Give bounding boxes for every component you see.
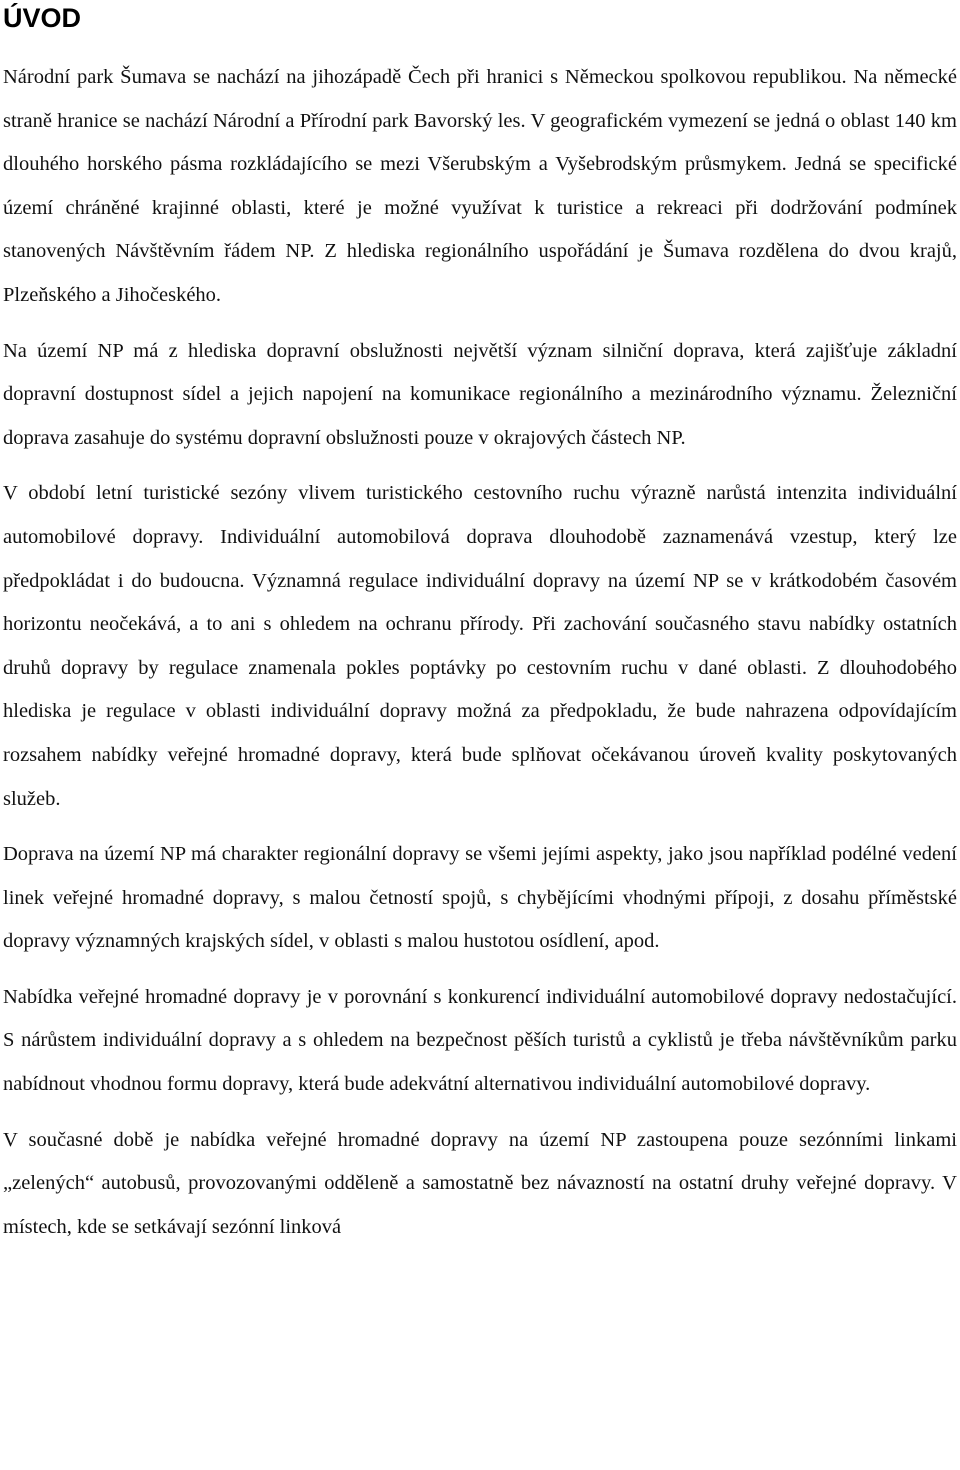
- paragraph-summer-season: V období letní turistické sezóny vlivem turistického cestovního ruchu výrazně narůstá intenzita individuální automobilové dopravy. Individuální automobilová doprava dlouhodobě zaznamenává vzestup, který lze předpokládat i do budoucna. Významná regulace individuální dopravy na území NP se v krátkodobém časovém horizontu neočekává, a to ani s ohledem na ochranu přírody. Při zachování současného stavu nabídky ostatních druhů dopravy by regulace znamenala pokles poptávky po cestovním ruchu v dané oblasti. Z dlouhodobého hlediska je regulace v oblasti individuální dopravy možná za předpokladu, že bude nahrazena odpovídajícím rozsahem nabídky veřejné hromadné dopravy, která bude splňovat očekávanou úroveň kvality poskytovaných služeb.: [3, 482, 957, 810]
- paragraph-current-state: V současné době je nabídka veřejné hromadné dopravy na území NP zastoupena pouze sezónními linkami „zelených“ autobusů, provozovanými odděleně a samostatně bez návazností na ostatní druhy veřejné dopravy. V místech, kde se setkávají sezónní linková: [3, 1128, 957, 1238]
- paragraph-road-transport: Na území NP má z hlediska dopravní obslužnosti největší význam silniční doprava, která zajišťuje základní dopravní dostupnost sídel a jejich napojení na komunikace regionálního a mezinárodního významu. Železniční doprava zasahuje do systému dopravní obslužnosti pouze v okrajových částech NP.: [3, 339, 957, 449]
- section-heading: ÚVOD: [3, 3, 82, 33]
- paragraph-public-transport-offer: Nabídka veřejné hromadné dopravy je v porovnání s konkurencí individuální automobilové dopravy nedostačující. S nárůstem individuální dopravy a s ohledem na bezpečnost pěších turistů a cyklistů je třeba návštěvníkům parku nabídnout vhodnou formu dopravy, která bude adekvátní alternativou individuální automobilové dopravy.: [3, 985, 957, 1096]
- document-page: [3, 0, 957, 1249]
- paragraph-intro: Národní park Šumava se nachází na jihozápadě Čech při hranici s Německou spolkovou republikou. Na německé straně hranice se nachází Národní a Přírodní park Bavorský les. V geografickém vymezení se jedná o oblast 140 km dlouhého horského pásma rozkládajícího se mezi Všerubským a Vyšebrodským průsmykem. Jedná se specifické území chráněné krajinné oblasti, které je možné využívat k turistice a rekreaci při dodržování podmínek stanovených Návštěvním řádem NP. Z hlediska regionálního uspořádání je Šumava rozdělena do dvou krajů, Plzeňského a Jihočeského.: [3, 66, 957, 306]
- paragraph-regional-transport: Doprava na území NP má charakter regionální dopravy se všemi jejími aspekty, jako jsou například podélné vedení linek veřejné hromadné dopravy, s malou četností spojů, s chybějícími vhodnými přípoji, z dosahu příměstské dopravy významných krajských sídel, v oblasti s malou hustotou osídlení, apod.: [3, 843, 957, 953]
